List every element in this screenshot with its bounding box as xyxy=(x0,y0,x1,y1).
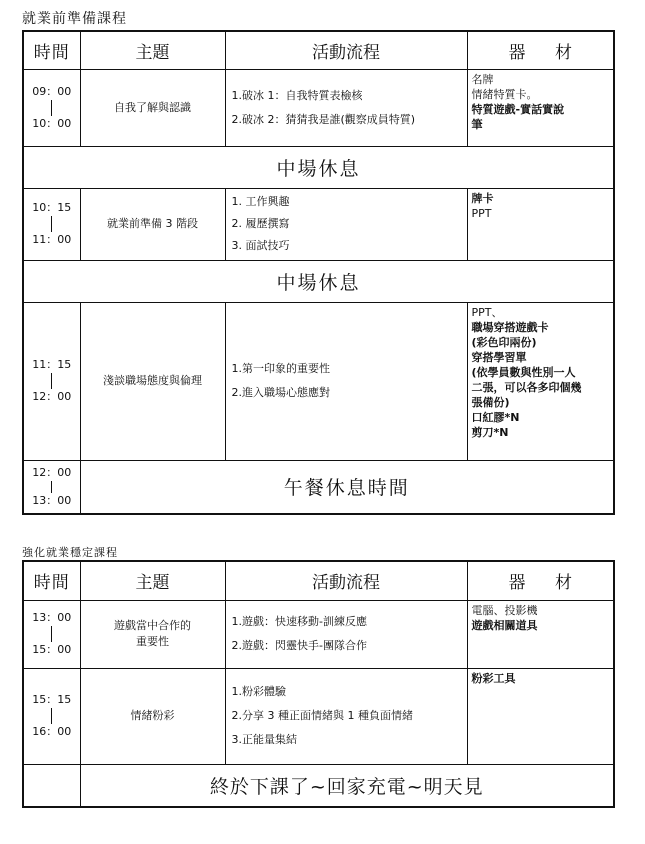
closing-label: 終於下課了~回家充電~明天見 xyxy=(80,764,614,807)
time-divider xyxy=(51,373,52,389)
break-label: 中場休息 xyxy=(23,260,614,302)
header-flow: 活動流程 xyxy=(225,561,467,600)
course1-title: 就業前準備課程 xyxy=(22,11,127,27)
equipment-cell xyxy=(467,302,614,460)
equipment-item: 穿搭學習單 xyxy=(471,350,527,364)
time-start: 09：00 xyxy=(32,84,72,98)
flow-item: 1. 工作興趣 xyxy=(231,195,290,208)
time-cell xyxy=(23,69,80,146)
time-cell xyxy=(23,302,80,460)
equipment-cell xyxy=(467,188,614,260)
closing-row xyxy=(23,764,614,807)
equipment-item: 職場穿搭遊戲卡 xyxy=(471,320,549,334)
flow-item: 2. 履歷撰寫 xyxy=(231,217,290,230)
equipment-item: 口紅膠*N xyxy=(471,410,520,424)
header-equipment: 器 材 xyxy=(467,561,614,600)
equipment-item: 剪刀*N xyxy=(471,425,509,439)
time-end: 13：00 xyxy=(32,493,72,507)
time-start: 13：00 xyxy=(32,611,72,624)
flow-item: 3.正能量集結 xyxy=(231,733,297,746)
equipment-item: (彩色印兩份) xyxy=(471,335,537,349)
course1-schedule-table xyxy=(22,30,615,515)
flow-item: 2.分享 3 種正面情緒與 1 種負面情緒 xyxy=(231,709,413,722)
flow-item: 1.第一印象的重要性 xyxy=(231,362,330,375)
course2-schedule-table xyxy=(22,560,615,808)
topic-line: 遊戲當中合作的 xyxy=(114,619,191,632)
break-row xyxy=(23,146,614,188)
header-topic: 主題 xyxy=(80,31,225,69)
time-end: 10：00 xyxy=(32,116,72,130)
equipment-item: 情緒特質卡。 xyxy=(471,87,538,101)
time-start: 10：15 xyxy=(32,201,72,214)
equipment-item: (依學員數與性別一人 xyxy=(471,365,576,379)
time-cell xyxy=(23,460,80,514)
header-topic: 主題 xyxy=(80,561,225,600)
time-start: 11：15 xyxy=(32,358,72,371)
equipment-item: 粉彩工具 xyxy=(471,671,516,685)
lunch-label: 午餐休息時間 xyxy=(80,460,614,514)
flow-cell xyxy=(225,668,467,764)
flow-item: 1.破冰 1：自我特質表檢核 xyxy=(231,88,363,102)
time-end: 15：00 xyxy=(32,643,72,656)
time-divider xyxy=(51,481,52,493)
flow-cell xyxy=(225,69,467,146)
session-row xyxy=(23,69,614,146)
equipment-item: 特質遊戲-實話實說 xyxy=(471,102,565,116)
header-time: 時間 xyxy=(23,561,80,600)
session-row xyxy=(23,600,614,668)
break-row xyxy=(23,260,614,302)
header-equipment: 器 材 xyxy=(467,31,614,69)
time-cell xyxy=(23,668,80,764)
course2-title: 強化就業穩定課程 xyxy=(22,546,118,559)
session-row xyxy=(23,668,614,764)
empty-time-cell xyxy=(23,764,80,807)
session-row xyxy=(23,188,614,260)
equipment-item: 張備份) xyxy=(471,395,510,409)
equipment-item: 牌卡 xyxy=(471,191,494,205)
equipment-item: PPT、 xyxy=(471,305,503,319)
time-end: 11：00 xyxy=(32,233,72,246)
topic-line: 重要性 xyxy=(136,635,169,648)
time-start: 15：15 xyxy=(32,693,72,706)
topic-cell: 自我了解與認識 xyxy=(80,69,225,146)
flow-item: 2.遊戲：閃靈快手-團隊合作 xyxy=(231,639,367,652)
time-divider xyxy=(51,216,52,232)
topic-cell: 就業前準備 3 階段 xyxy=(80,188,225,260)
flow-cell xyxy=(225,600,467,668)
time-divider xyxy=(51,708,52,724)
equipment-item: 電腦、投影機 xyxy=(471,603,538,617)
equipment-item: 筆 xyxy=(471,117,483,131)
flow-item: 2.進入職場心態應對 xyxy=(231,386,330,399)
flow-item: 2.破冰 2：猜猜我是誰(觀察成員特質) xyxy=(231,112,416,126)
equipment-cell xyxy=(467,668,614,764)
flow-item: 1.粉彩體驗 xyxy=(231,685,286,698)
topic-cell xyxy=(80,600,225,668)
time-end: 16：00 xyxy=(32,725,72,738)
flow-item: 3. 面試技巧 xyxy=(231,239,290,252)
time-cell xyxy=(23,188,80,260)
topic-cell: 情緒粉彩 xyxy=(80,668,225,764)
equipment-cell xyxy=(467,600,614,668)
header-time: 時間 xyxy=(23,31,80,69)
equipment-cell xyxy=(467,69,614,146)
flow-item: 1.遊戲：快速移動-訓練反應 xyxy=(231,615,367,628)
equipment-item: 二張，可以各多印個幾 xyxy=(471,380,582,394)
break-label: 中場休息 xyxy=(23,146,614,188)
table-header-row xyxy=(23,561,614,600)
time-divider xyxy=(51,626,52,642)
time-cell xyxy=(23,600,80,668)
time-start: 12：00 xyxy=(32,465,72,479)
equipment-item: 名牌 xyxy=(471,72,494,86)
equipment-item: 遊戲相關道具 xyxy=(471,618,538,632)
lunch-row xyxy=(23,460,614,514)
time-end: 12：00 xyxy=(32,390,72,403)
equipment-item: PPT xyxy=(471,206,492,220)
flow-cell xyxy=(225,188,467,260)
topic-cell: 淺談職場態度與倫理 xyxy=(80,302,225,460)
flow-cell xyxy=(225,302,467,460)
table-header-row xyxy=(23,31,614,69)
time-divider xyxy=(51,100,52,116)
header-flow: 活動流程 xyxy=(225,31,467,69)
session-row xyxy=(23,302,614,460)
